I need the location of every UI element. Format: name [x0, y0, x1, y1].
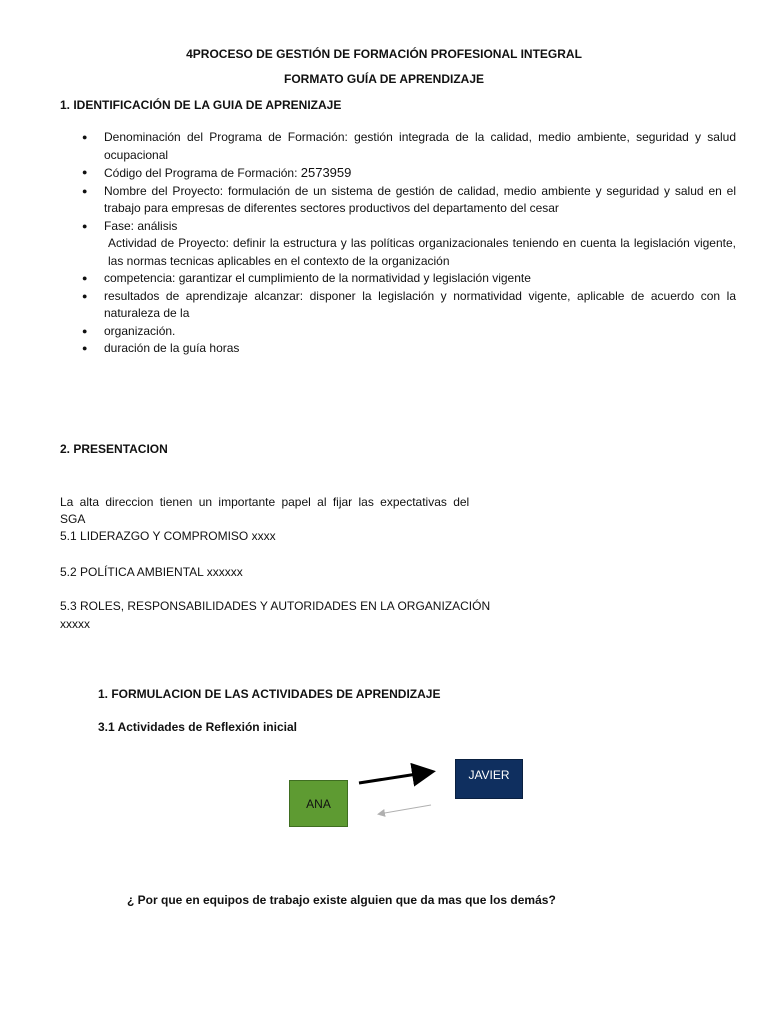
box-ana-label: ANA [306, 796, 331, 811]
list-item: ● competencia: garantizar el cumplimiento de la normatividad y legislación vigente [78, 270, 736, 288]
list-item: ● Fase: análisis [78, 218, 736, 236]
section-3-1-subheading: 3.1 Actividades de Reflexión inicial [98, 720, 297, 734]
list-item: ● Nombre del Proyecto: formulación de un sistema de gestión de calidad, medio ambiente y seguridad y salud en el trabajo para empresas de diferentes sectores productivos del departamento del cesar [82, 183, 736, 215]
item-5-1: 5.1 LIDERAZGO Y COMPROMISO xxxx [60, 529, 276, 543]
section-3-heading: 1. FORMULACION DE LAS ACTIVIDADES DE APRENDIZAJE [98, 687, 441, 701]
bullet-icon: ● [82, 290, 88, 301]
bullet-icon: ● [82, 185, 88, 196]
list-item: Actividad de Proyecto: definir la estructura y las políticas organizacionales teniendo en cuenta la legislación vigente, las normas tecnicas aplicables en el contexto de la organización [108, 236, 736, 268]
list-item: ● duración de la guía horas [78, 340, 736, 358]
arrow-javier-to-ana [379, 805, 431, 814]
box-ana [289, 780, 348, 827]
box-javier-label: JAVIER [468, 768, 510, 782]
bullet-icon: ● [82, 325, 88, 336]
section-2-heading: 2. PRESENTACION [60, 442, 168, 456]
list-item: ● resultados de aprendizaje alcanzar: disponer la legislación y normatividad vigente, aplicable de acuerdo con la naturaleza de la [82, 288, 736, 320]
arrows-diagram [350, 762, 450, 822]
bullet-icon: ● [82, 273, 88, 283]
bullet-icon: ● [82, 343, 88, 353]
bullet-icon: ● [82, 220, 88, 231]
reflection-question: ¿ Por que en equipos de trabajo existe alguien que da mas que los demás? [127, 893, 556, 907]
identification-list [78, 129, 736, 358]
presentation-paragraph: La alta direccion tienen un importante papel al fijar las expectativas del SGA [60, 495, 470, 526]
bullet-icon: ● [82, 132, 88, 142]
list-item: ● organización. [78, 323, 736, 341]
list-item: ● Denominación del Programa de Formación: gestión integrada de la calidad, medio ambiente, seguridad y salud ocupacional [82, 130, 736, 162]
box-javier [455, 759, 523, 799]
item-5-3-value: xxxxx [60, 617, 90, 631]
arrow-ana-to-javier [359, 772, 430, 783]
bullet-icon: ● [82, 167, 88, 177]
program-code: 2573959 [300, 165, 352, 180]
list-item: ● Código del Programa de Formación: 2573959 [82, 165, 352, 180]
document-title: 4PROCESO DE GESTIÓN DE FORMACIÓN PROFESIONAL INTEGRAL [186, 47, 582, 61]
document-subtitle: FORMATO GUÍA DE APRENDIZAJE [283, 72, 484, 86]
section-1-heading: 1. IDENTIFICACIÓN DE LA GUIA DE APRENIZAJE [60, 98, 342, 112]
item-5-3: 5.3 ROLES, RESPONSABILIDADES Y AUTORIDADES EN LA ORGANIZACIÓN [60, 599, 491, 613]
item-5-2: 5.2 POLÍTICA AMBIENTAL xxxxxx [60, 565, 243, 579]
